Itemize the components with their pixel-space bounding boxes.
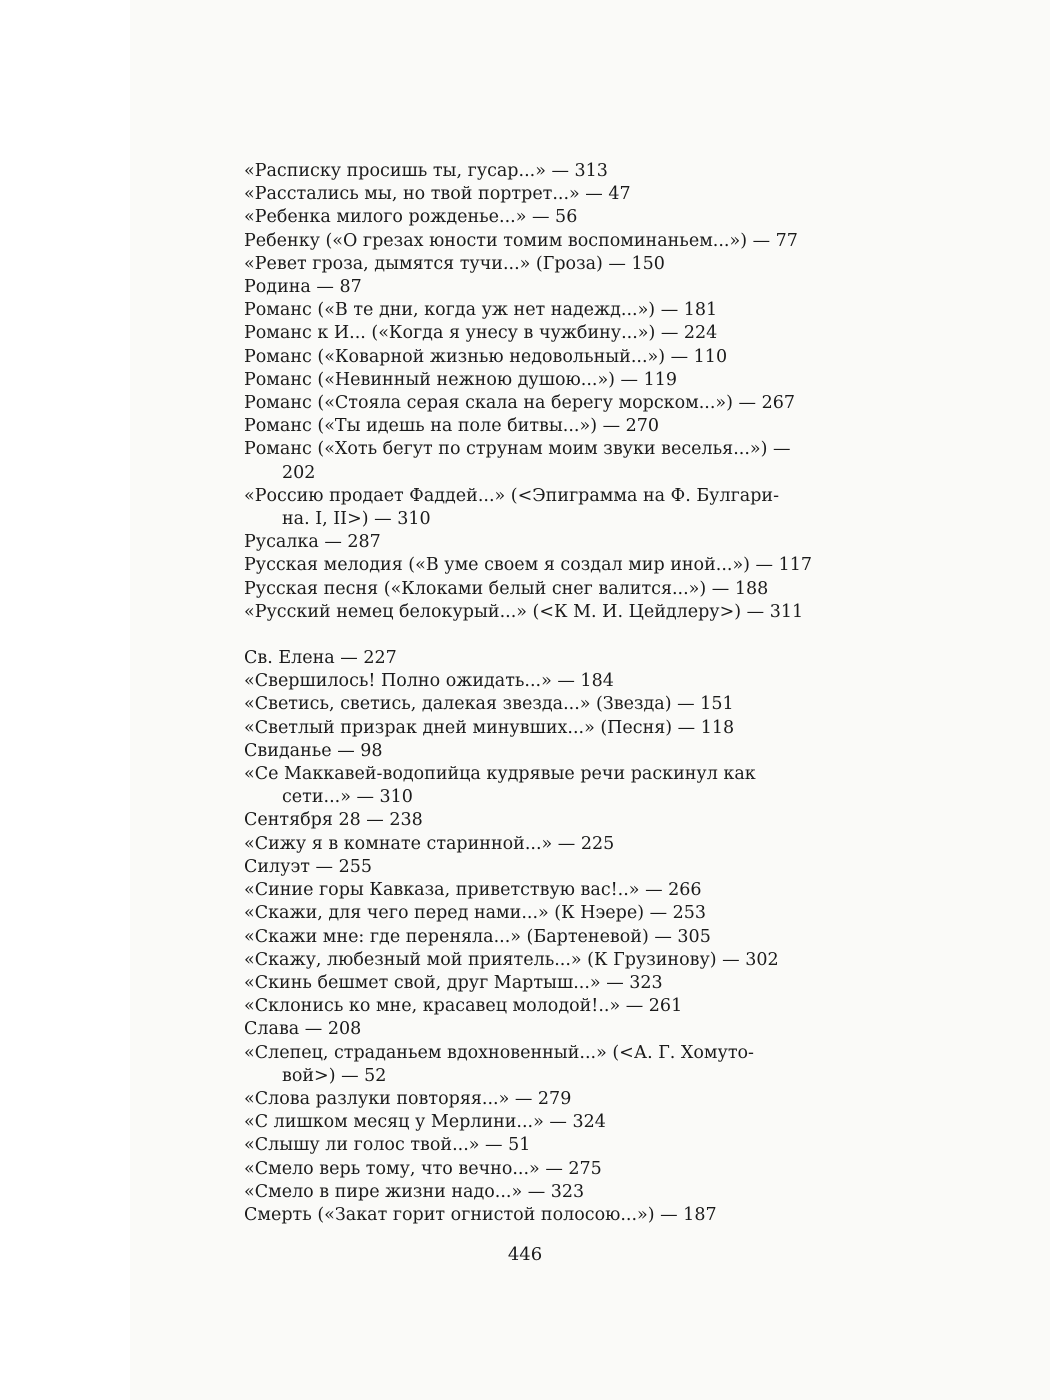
index-entry xyxy=(244,809,844,832)
index-entry xyxy=(244,230,844,253)
index-entry-text: «Расписку просишь ты, гусар...» — 313 xyxy=(244,161,608,181)
index-entry-text: «Ребенка милого рожденье...» — 56 xyxy=(244,207,578,228)
page-number: 446 xyxy=(507,1244,543,1265)
index-entry xyxy=(244,995,844,1018)
index-entry xyxy=(244,183,844,206)
index-entry-text: Свиданье — 98 xyxy=(244,740,383,761)
index-entry-text: Романс («Невинный нежною душою...») — 119 xyxy=(244,369,678,390)
index-entry-text: «Расстались мы, но твой портрет...» — 47 xyxy=(244,184,631,205)
index-entry-text: «С лишком месяц у Мерлини...» — 324 xyxy=(244,1112,606,1133)
index-entry-text: «Смело в пире жизни надо...» — 323 xyxy=(244,1181,585,1202)
index-entry-text: «Ревет гроза, дымятся тучи...» (Гроза) — 150 xyxy=(244,253,665,274)
index-entry-continuation: вой>) — 52 xyxy=(282,1065,387,1086)
index-entry-text: «Синие горы Кавказа, приветствую вас!..» — 266 xyxy=(244,880,702,901)
index-entry xyxy=(244,346,844,369)
index-entry xyxy=(244,554,844,577)
index-entry xyxy=(244,1088,844,1111)
index-entry xyxy=(244,160,844,183)
index-entry xyxy=(244,578,844,601)
index-entry-text: Св. Елена — 227 xyxy=(244,648,397,669)
index-entry xyxy=(244,206,844,229)
index-entry xyxy=(244,833,844,856)
index-entry xyxy=(244,647,844,670)
index-entry xyxy=(244,740,844,763)
index-entry-continuation: 202 xyxy=(282,462,316,483)
index-entry-text: «Россию продает Фаддей...» (<Эпиграмма на Ф. Булгари- xyxy=(244,485,779,506)
index-entry xyxy=(244,972,844,995)
index-entry xyxy=(244,1042,844,1088)
index-entry xyxy=(244,601,844,624)
index-entry-text: Романс к И... («Когда я унесу в чужбину...») — 224 xyxy=(244,323,718,344)
index-entry xyxy=(244,369,844,392)
index-entry-text: «Светлый призрак дней минувших...» (Песня) — 118 xyxy=(244,717,735,738)
title-index xyxy=(244,160,844,1227)
index-entry-text: Романс («Хоть бегут по струнам моим звуки веселья...») — xyxy=(244,439,791,460)
index-entry-text: Русская песня («Клоками белый снег валится...») — 188 xyxy=(244,578,769,599)
index-entry-text: Романс («Стояла серая скала на берегу морском...») — 267 xyxy=(244,393,795,414)
index-entry xyxy=(244,299,844,322)
index-entry-text: «Слепец, страданьем вдохновенный...» (<А. Г. Хомуто- xyxy=(244,1042,754,1063)
index-entry xyxy=(244,392,844,415)
index-entry-text: Сентября 28 — 238 xyxy=(244,810,423,831)
index-entry-text: Романс («Ты идешь на поле битвы...») — 270 xyxy=(244,416,660,437)
index-entry-text: «Сижу я в комнате старинной...» — 225 xyxy=(244,833,615,854)
index-entry-text: Романс («Коварной жизнью недовольный...») — 110 xyxy=(244,346,728,367)
index-entry-text: Ребенку («О грезах юности томим воспоминаньем...») — 77 xyxy=(244,230,798,251)
index-entry-text: Слава — 208 xyxy=(244,1019,362,1040)
index-entry-text: Русалка — 287 xyxy=(244,532,381,553)
index-entry xyxy=(244,693,844,716)
index-entry xyxy=(244,717,844,740)
index-entry xyxy=(244,1204,844,1227)
index-entry-text: «Слышу ли голос твой...» — 51 xyxy=(244,1135,531,1156)
index-section xyxy=(244,647,844,1227)
index-entry-text: Романс («В те дни, когда уж нет надежд...») — 181 xyxy=(244,300,718,321)
index-entry-text: «Свершилось! Полно ожидать...» — 184 xyxy=(244,671,614,692)
index-entry xyxy=(244,1158,844,1181)
index-entry xyxy=(244,949,844,972)
index-section xyxy=(244,160,844,624)
index-entry xyxy=(244,276,844,299)
index-entry-text: «Скажи мне: где переняла...» (Бартеневой) — 305 xyxy=(244,926,711,947)
index-entry xyxy=(244,415,844,438)
index-entry xyxy=(244,856,844,879)
index-entry xyxy=(244,902,844,925)
index-entry xyxy=(244,670,844,693)
index-entry-text: «Скинь бешмет свой, друг Мартыш...» — 323 xyxy=(244,972,663,993)
index-entry-text: «Светись, светись, далекая звезда...» (Звезда) — 151 xyxy=(244,694,734,715)
index-entry-continuation: на. I, II>) — 310 xyxy=(282,509,431,530)
index-entry-text: «Слова разлуки повторяя...» — 279 xyxy=(244,1088,572,1109)
index-entry xyxy=(244,926,844,949)
index-entry-text: «Смело верь тому, что вечно...» — 275 xyxy=(244,1158,602,1179)
section-gap xyxy=(244,624,844,647)
index-entry xyxy=(244,485,844,531)
index-entry-text: Силуэт — 255 xyxy=(244,856,372,877)
index-entry-text: «Се Маккавей-водопийца кудрявые речи раскинул как xyxy=(244,764,756,785)
index-entry xyxy=(244,1134,844,1157)
index-entry-text: Русская мелодия («В уме своем я создал мир иной...») — 117 xyxy=(244,555,813,576)
index-entry xyxy=(244,531,844,554)
index-entry xyxy=(244,253,844,276)
index-entry-text: Смерть («Закат горит огнистой полосою...») — 187 xyxy=(244,1204,717,1225)
index-entry-text: Родина — 87 xyxy=(244,277,362,298)
index-entry xyxy=(244,879,844,902)
index-entry-text: «Склонись ко мне, красавец молодой!..» — 261 xyxy=(244,996,683,1017)
index-entry xyxy=(244,1018,844,1041)
index-entry-text: «Скажи, для чего перед нами...» (К Нэере) — 253 xyxy=(244,903,707,924)
index-entry-continuation: сети...» — 310 xyxy=(282,787,413,808)
index-entry xyxy=(244,322,844,345)
index-entry-text: «Русский немец белокурый...» (<К М. И. Цейдлеру>) — 311 xyxy=(244,601,804,622)
index-entry xyxy=(244,1181,844,1204)
index-entry xyxy=(244,1111,844,1134)
index-entry xyxy=(244,763,844,809)
index-entry-text: «Скажу, любезный мой приятель...» (К Грузинову) — 302 xyxy=(244,949,779,970)
index-entry xyxy=(244,438,844,484)
